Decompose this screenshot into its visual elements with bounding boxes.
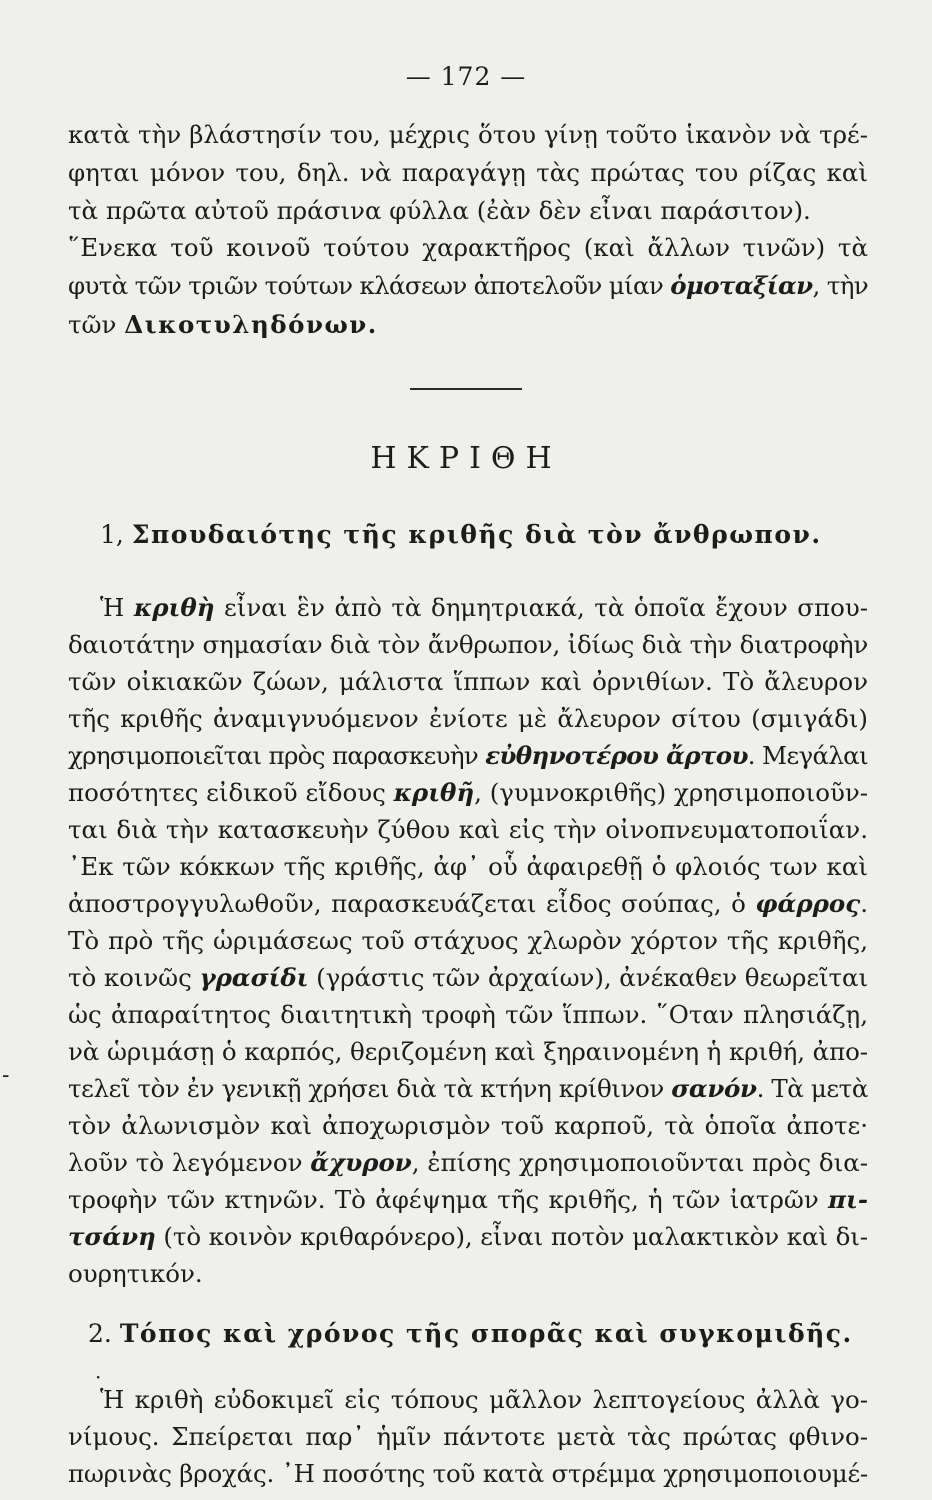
text-line: Ἡ κριθὴ εὐδοκιμεῖ εἰς τόπους μᾶλλον λεπτογείους ἀλλὰ γο-	[100, 1385, 868, 1414]
text-line: τῆς κριθῆς ἀναμιγνυόμενον ἐνίοτε μὲ ἄλευρον σίτου (σμιγάδι)	[68, 704, 868, 733]
text-line: τὸ κοινῶς γρασίδι (γράστις τῶν ἀρχαίων), ἀνέκαθεν θεωρεῖται	[68, 963, 869, 992]
text-line: πωρινὰς βροχάς. ᾿Η ποσότης τοῦ κατὰ στρέμμα χρησιμοποιουμέ-	[68, 1459, 868, 1488]
text-line: ουρητικόν.	[68, 1259, 203, 1288]
text-line: τσάνη (τὸ κοινὸν κριθαρόνερο), εἶναι ποτὸν μαλακτικὸν καὶ δι-	[68, 1222, 868, 1251]
text-line: χρησιμοποιεῖται πρὸς παρασκευὴν εὐθηνοτέρου ἄρτου. Μεγάλαι	[68, 741, 869, 770]
text-line: Ἡ κριθὴ εἶναι ἓν ἀπὸ τὰ δημητριακά, τὰ ὁποῖα ἔχουν σπου-	[100, 593, 868, 622]
text-line: τελεῖ τὸν ἐν γενικῇ χρήσει διὰ τὰ κτήνη κρίθινον σανόν. Τὰ μετὰ	[68, 1074, 868, 1103]
section-title: ΗΚΡΙΘΗ	[370, 441, 562, 476]
text-line: ἀποστρογγυλωθοῦν, παρασκευάζεται εἶδος σούπας, ὁ φάρρος.	[68, 889, 868, 918]
subsection-heading: 2. Τόπος καὶ χρόνος τῆς σπορᾶς καὶ συγκομιδῆς.	[88, 1319, 853, 1348]
text-line: ῞Ενεκα τοῦ κοινοῦ τούτου χαρακτῆρος (καὶ ἄλλων τινῶν) τὰ	[68, 233, 868, 262]
text-line: ται διὰ τὴν κατασκευὴν ζύθου καὶ εἰς τὴν οἰνοπνευματοποιΐαν.	[68, 815, 868, 844]
text-line: λοῦν τὸ λεγόμενον ἄχυρον, ἐπίσης χρησιμοποιοῦνται πρὸς δια-	[68, 1148, 868, 1177]
text-line: τὸν ἀλωνισμὸν καὶ ἀποχωρισμὸν τοῦ καρποῦ, τὰ ὁποῖα ἀποτε·	[68, 1111, 868, 1140]
text-line: ᾿Εκ τῶν κόκκων τῆς κριθῆς, ἀφ᾿ οὗ ἀφαιρεθῇ ὁ φλοιός των καὶ	[68, 852, 868, 881]
text-line: ποσότητες εἰδικοῦ εἴδους κριθῆ, (γυμνοκριθῆς) χρησιμοποιοῦν-	[68, 778, 869, 807]
section-divider	[410, 388, 522, 390]
text-line: τὰ πρῶτα αὐτοῦ πράσινα φύλλα (ἐὰν δὲν εἶναι παράσιτον).	[68, 196, 811, 225]
subsection-heading: 1, Σπουδαιότης τῆς κριθῆς διὰ τὸν ἄνθρωπον.	[100, 520, 822, 549]
text-line: τῶν Δικοτυληδόνων.	[68, 310, 378, 339]
stray-mark: ·	[95, 1365, 102, 1389]
text-line: νίμους. Σπείρεται παρ᾿ ἡμῖν πάντοτε μετὰ τὰς πρώτας φθινο-	[68, 1422, 868, 1451]
margin-mark: -	[2, 1063, 10, 1088]
text-line: ὡς ἀπαραίτητος διαιτητικὴ τροφὴ τῶν ἵππων. ῞Οταν πλησιάζῃ,	[68, 1000, 868, 1029]
text-line: δαιοτάτην σημασίαν διὰ τὸν ἄνθρωπον, ἰδίως διὰ τὴν διατροφὴν	[68, 630, 868, 659]
text-line: φυτὰ τῶν τριῶν τούτων κλάσεων ἀποτελοῦν μίαν ὁμοταξίαν, τὴν	[68, 271, 868, 300]
text-line: Τὸ πρὸ τῆς ὡριμάσεως τοῦ στάχυος χλωρὸν χόρτον τῆς κριθῆς,	[68, 926, 868, 955]
text-line: νὰ ὡριμάσῃ ὁ καρπός, θεριζομένη καὶ ξηραινομένη ἡ κριθή, ἀπο-	[68, 1037, 868, 1066]
page-number: — 172 —	[405, 62, 527, 91]
text-line: κατὰ τὴν βλάστησίν του, μέχρις ὅτου γίνῃ τοῦτο ἱκανὸν νὰ τρέ-	[68, 120, 868, 149]
text-line: τῶν οἰκιακῶν ζώων, μάλιστα ἵππων καὶ ὀρνιθίων. Τὸ ἄλευρον	[68, 667, 868, 696]
text-line: τροφὴν τῶν κτηνῶν. Τὸ ἀφέψημα τῆς κριθῆς, ἡ τῶν ἰατρῶν πι-	[68, 1185, 868, 1214]
text-line: φηται μόνον του, δηλ. νὰ παραγάγῃ τὰς πρώτας του ρίζας καὶ	[68, 158, 868, 187]
